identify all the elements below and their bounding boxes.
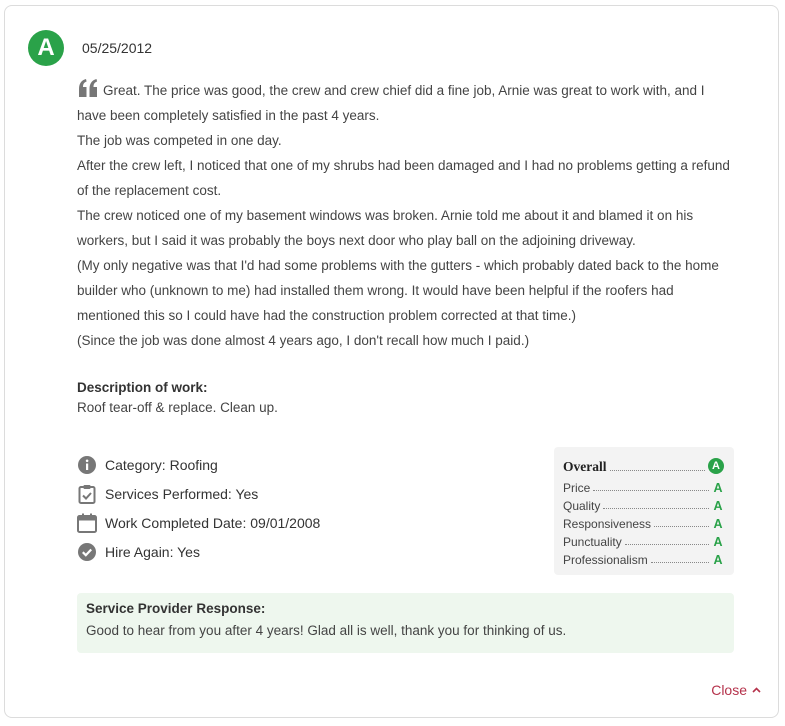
review-paragraph: (My only negative was that I'd had some problems with the gutters - which probably dated back to the home builder who (unknown to me) had installed them wrong. It would have been helpful if the roofers had mentioned this so I could have had the construction problem corrected at that time.) bbox=[77, 258, 719, 323]
review-paragraph: After the crew left, I noticed that one of my shrubs had been damaged and I had no problems getting a refund of the replacement cost. bbox=[77, 158, 730, 198]
rating-grade: A bbox=[713, 553, 723, 567]
detail-services-performed: Services Performed: Yes bbox=[77, 479, 320, 508]
rating-grade: A bbox=[713, 499, 723, 513]
dot-leader bbox=[654, 526, 709, 527]
review-paragraph: (Since the job was done almost 4 years ago, I don't recall how much I paid.) bbox=[77, 333, 530, 348]
quote-icon bbox=[77, 79, 99, 97]
description-text: Roof tear-off & replace. Clean up. bbox=[77, 400, 278, 415]
dot-leader bbox=[651, 562, 709, 563]
rating-grade: A bbox=[713, 481, 723, 495]
close-button[interactable] bbox=[711, 682, 761, 698]
review-body bbox=[77, 78, 737, 353]
rating-overall: Overall A bbox=[563, 455, 724, 475]
review-paragraph: The job was competed in one day. bbox=[77, 133, 282, 148]
work-description bbox=[77, 379, 737, 419]
provider-response bbox=[77, 593, 734, 653]
info-icon bbox=[77, 455, 97, 475]
response-text: Good to hear from you after 4 years! Glad all is well, thank you for thinking of us. bbox=[86, 623, 567, 638]
detail-work-completed-date: Work Completed Date: 09/01/2008 bbox=[77, 508, 320, 537]
rating-professionalism: Professionalism A bbox=[563, 553, 723, 567]
rating-price: Price A bbox=[563, 481, 723, 495]
response-label: Service Provider Response: bbox=[86, 601, 266, 616]
review-date: 05/25/2012 bbox=[82, 40, 153, 56]
check-circle-icon bbox=[77, 542, 97, 562]
clipboard-check-icon bbox=[77, 484, 97, 504]
review-details bbox=[77, 450, 320, 566]
close-label: Close bbox=[711, 682, 747, 698]
review-paragraph: The crew noticed one of my basement windows was broken. Arnie told me about it and blamed it on his workers, but I said it was probably the boys next door who play ball on the adjoining driveway. bbox=[77, 208, 694, 248]
detail-hire-again: Hire Again: Yes bbox=[77, 537, 320, 566]
dot-leader bbox=[593, 490, 709, 491]
detail-category: Category: Roofing bbox=[77, 450, 320, 479]
description-label: Description of work: bbox=[77, 380, 208, 395]
ratings-panel bbox=[554, 447, 734, 575]
dot-leader bbox=[610, 470, 706, 471]
rating-quality: Quality A bbox=[563, 499, 723, 513]
rating-grade: A bbox=[713, 535, 723, 549]
review-paragraph: Great. The price was good, the crew and crew chief did a fine job, Arnie was great to work with, and I have been completely satisfied in the past 4 years. bbox=[77, 78, 737, 128]
rating-responsiveness: Responsiveness A bbox=[563, 517, 723, 531]
chevron-up-icon bbox=[752, 687, 761, 693]
rating-punctuality: Punctuality A bbox=[563, 535, 723, 549]
overall-grade-avatar: A bbox=[28, 30, 64, 66]
dot-leader bbox=[625, 544, 709, 545]
calendar-icon bbox=[77, 513, 97, 533]
dot-leader bbox=[603, 508, 709, 509]
overall-grade-badge: A bbox=[708, 458, 724, 474]
rating-grade: A bbox=[713, 517, 723, 531]
